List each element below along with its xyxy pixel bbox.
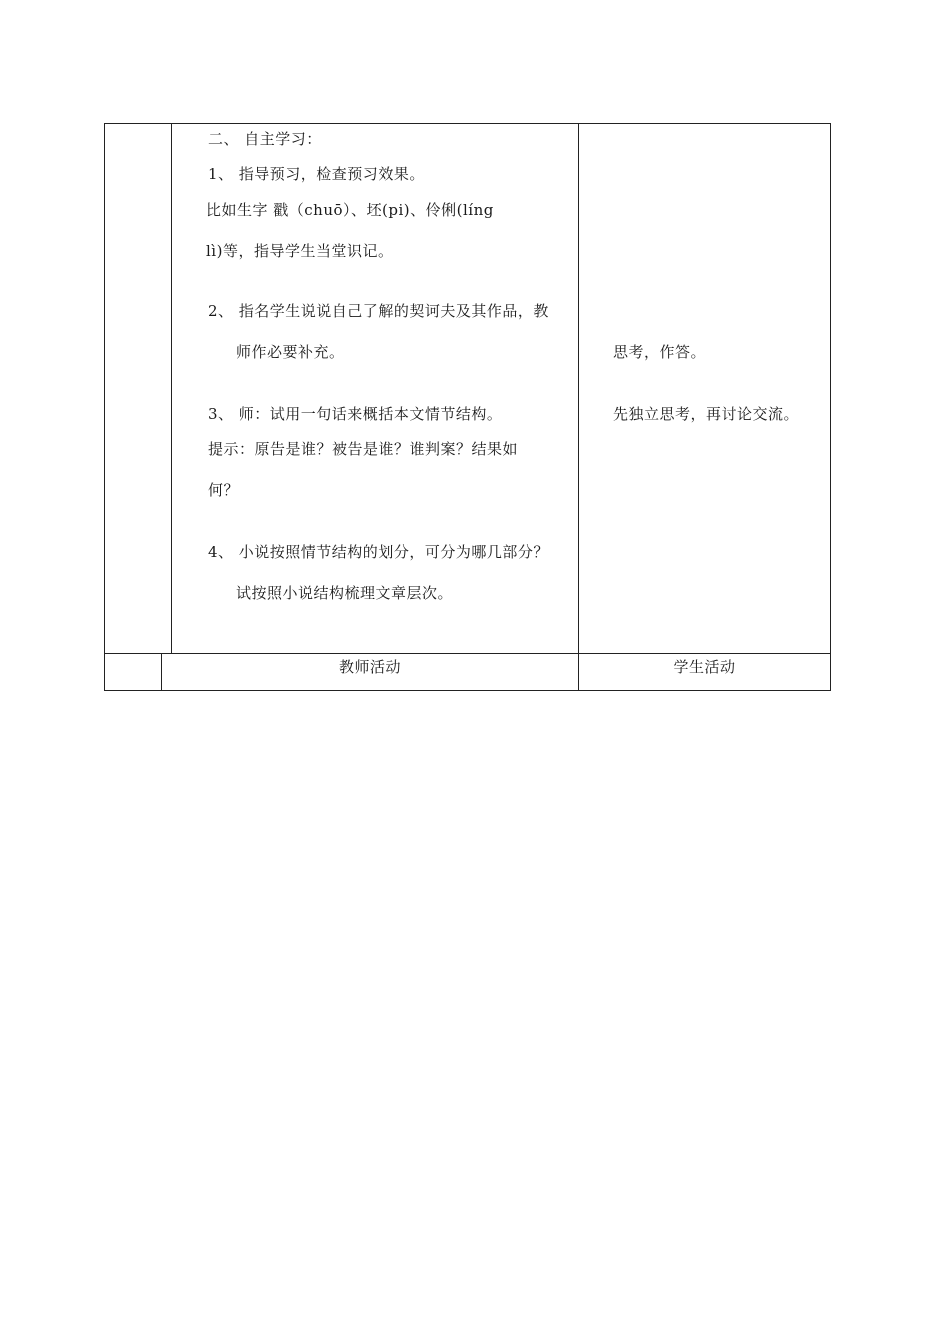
item2-line1: 2、 指名学生说说自己了解的契诃夫及其作品，教 — [208, 302, 549, 320]
item1-line1: 比如生字 戳（chuō）、坯(pi)、伶俐(líng — [206, 201, 494, 219]
item3-line1: 3、 师：试用一句话来概括本文情节结构。 — [208, 405, 503, 423]
table-left-border — [104, 123, 105, 691]
item1-line2: lì)等，指导学生当堂识记。 — [206, 242, 394, 260]
teacher-student-divider — [578, 123, 579, 691]
item2-line2: 师作必要补充。 — [236, 343, 345, 361]
student-response-1: 思考，作答。 — [613, 343, 707, 361]
table-footer-divider — [104, 653, 831, 654]
item4-line2: 试按照小说结构梳理文章层次。 — [236, 584, 454, 602]
table-bottom-border — [104, 690, 831, 691]
table-right-border — [830, 123, 831, 691]
first-column-divider-top — [171, 123, 172, 653]
item4-line1: 4、 小说按照情节结构的划分，可分为哪几部分？ — [208, 543, 549, 561]
section-heading: 二、 自主学习： — [208, 130, 322, 148]
item3-hint2: 何？ — [208, 481, 240, 499]
table-top-border — [104, 123, 831, 124]
item1-title: 1、 指导预习，检查预习效果。 — [208, 165, 425, 183]
student-response-2: 先独立思考，再讨论交流。 — [613, 405, 800, 423]
student-activity-label: 学生活动 — [673, 658, 736, 676]
item3-hint1: 提示：原告是谁？被告是谁？谁判案？结果如 — [208, 440, 519, 458]
teacher-activity-label: 教师活动 — [338, 658, 401, 676]
